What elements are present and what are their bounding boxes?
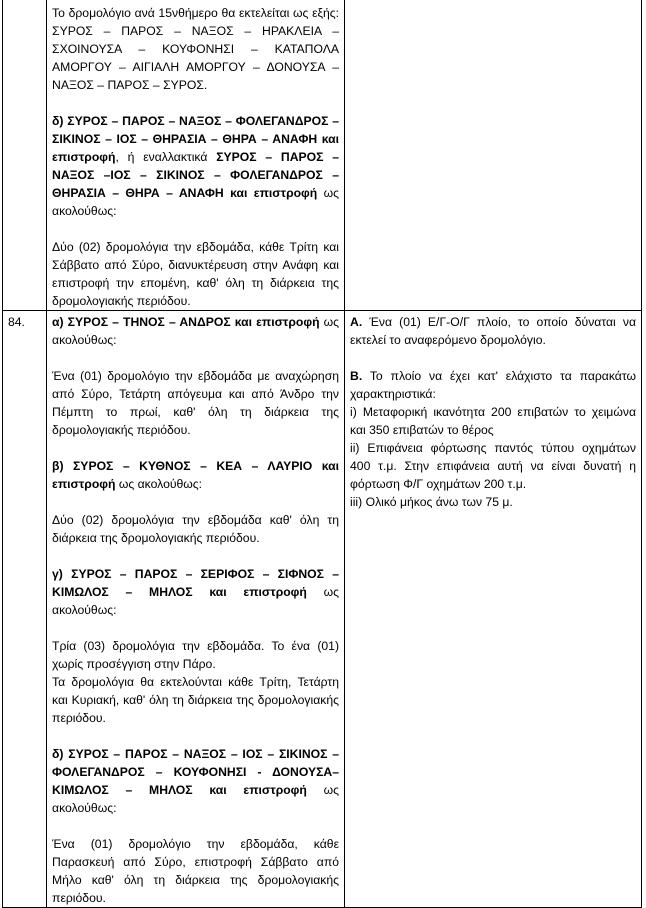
route-b-suffix: ως ακολούθως:: [115, 477, 203, 491]
route-c-schedule-2: Τα δρομολόγια θα εκτελούνται κάθε Τρίτη, Τετάρτη και Κυριακή, καθ' όλη τη διάρκεια της δρομολογιακής περιόδου.: [52, 675, 340, 725]
route-a-suffix: ως ακολούθως:: [52, 315, 340, 347]
vessel-a: [350, 313, 636, 349]
route-c-schedule-1: Τρία (03) δρομολόγια την εβδομάδα. Το ένα (01) χωρίς προσέγγιση στην Πάρο.: [52, 639, 340, 671]
route-c-label: γ) ΣΥΡΟΣ – ΠΑΡΟΣ – ΣΕΡΙΦΟΣ – ΣΙΦΝΟΣ – ΚΙΜΩΛΟΣ – ΜΗΛΟΣ και επιστροφή: [52, 567, 340, 599]
route-a-label: α) ΣΥΡΟΣ – ΤΗΝΟΣ – ΑΝΔΡΟΣ και επιστροφή: [52, 315, 320, 329]
route-d-alt-text: , ή εναλλακτικά: [115, 150, 217, 164]
route-a-schedule: Ένα (01) δρομολόγιο την εβδομάδα με αναχώρηση από Σύρο, Τετάρτη απόγευμα και από Άνδρο την Πέμπτη το πρωί, καθ' όλη τη διάρκεια της δρομολογιακής περιόδου.: [52, 369, 340, 437]
row-number-cell: [3, 0, 47, 311]
route-c-heading: [52, 565, 339, 619]
route-d-alt-route: ΣΥΡΟΣ – ΠΑΡΟΣ – ΝΑΞΟΣ –ΙΟΣ – ΣΙΚΙΝΟΣ – ΦΟΛΕΓΑΝΔΡΟΣ – ΘΗΡΑΣΙΑ – ΘΗΡΑ – ΑΝΑΦΗ και επιστροφή: [52, 150, 340, 200]
vessel-req-i: i) Μεταφορική ικανότητα 200 επιβατών το χειμώνα και 350 επιβατών το θέρος: [350, 405, 636, 437]
route-d-suffix: ως ακολούθως:: [52, 186, 340, 218]
route-d2-schedule: Ένα (01) δρομολόγιο την εβδομάδα, κάθε Παρασκευή από Σύρο, επιστροφή Σάββατο από Μήλο καθ' όλη τη διάρκεια της δρομολογιακής περιόδου.: [52, 837, 340, 905]
route-d2-suffix: ως ακολούθως:: [52, 783, 340, 815]
row-number: 84.: [8, 315, 25, 329]
vessel-b-text: Το πλοίο να έχει κατ' ελάχιστο τα παρακάτω χαρακτηριστικά:: [350, 369, 636, 401]
routes-table: [2, 0, 642, 908]
route-d2-label: δ) ΣΥΡΟΣ – ΠΑΡΟΣ – ΝΑΞΟΣ – ΙΟΣ – ΣΙΚΙΝΟΣ – ΦΟΛΕΓΑΝΔΡΟΣ – ΚΟΥΦΟΝΗΣΙ - ΔΟΝΟΥΣΑ– ΚΙΜΩΛΟΣ – ΜΗΛΟΣ και επιστροφή: [52, 747, 340, 797]
route-d-schedule: Δύο (02) δρομολόγια την εβδομάδα, κάθε Τρίτη και Σάββατο από Σύρο, διανυκτέρευση στην Ανάφη και επιστροφή την επομένη, καθ' όλη τη διάρκεια της δρομολογιακής περιόδου.: [52, 240, 340, 308]
vessel-b-label: Β.: [350, 369, 363, 383]
vessel-a-text: Ένα (01) Ε/Γ-Ο/Γ πλοίο, το οποίο δύναται να εκτελεί το αναφερόμενο δρομολόγιο.: [350, 315, 636, 347]
route-d2-heading: [52, 745, 339, 817]
vessel-b: [350, 367, 636, 403]
route-b-label: β) ΣΥΡΟΣ – ΚΥΘΝΟΣ – ΚΕΑ – ΛΑΥΡΙΟ και επιστροφή: [52, 459, 340, 491]
route-description-cell: [47, 0, 345, 311]
vessel-a-label: Α.: [350, 315, 363, 329]
route-b-schedule: Δύο (02) δρομολόγια την εβδομάδα καθ' όλη τη διάρκεια της δρομολογιακής περιόδου.: [52, 513, 340, 545]
vessel-requirements-cell: [345, 0, 642, 311]
route-c-suffix: ως ακολούθως:: [52, 585, 340, 617]
route-b-heading: [52, 457, 339, 493]
route-d-heading: [52, 112, 339, 220]
route-d-label: δ) ΣΥΡΟΣ – ΠΑΡΟΣ – ΝΑΞΟΣ – ΦΟΛΕΓΑΝΔΡΟΣ – ΣΙΚΙΝΟΣ – ΙΟΣ – ΘΗΡΑΣΙΑ – ΘΗΡΑ – ΑΝΑΦΗ και επιστροφή: [52, 114, 340, 164]
route-a-heading: [52, 313, 339, 349]
vessel-req-iii: iii) Ολικό μήκος άνω των 75 μ.: [350, 495, 513, 509]
table-row: [3, 0, 642, 311]
route-intro-text: Το δρομολόγιο ανά 15νθήμερο θα εκτελείται ως εξής: ΣΥΡΟΣ – ΠΑΡΟΣ – ΝΑΞΟΣ – ΗΡΑΚΛΕΙΑ – ΣΧΟΙΝΟΥΣΑ – ΚΟΥΦΟΝΗΣΙ – ΚΑΤΑΠΟΛΑ ΑΜΟΡΓΟΥ – ΑΙΓΙΑΛΗ ΑΜΟΡΓΟΥ – ΔΟΝΟΥΣΑ – ΝΑΞΟΣ – ΠΑΡΟΣ – ΣΥΡΟΣ.: [52, 6, 340, 92]
vessel-req-ii: ii) Επιφάνεια φόρτωσης παντός τύπου οχημάτων 400 τ.μ. Στην επιφάνεια αυτή να είναι δυνατή η φόρτωση Φ/Γ οχημάτων 200 τ.μ.: [350, 441, 636, 491]
